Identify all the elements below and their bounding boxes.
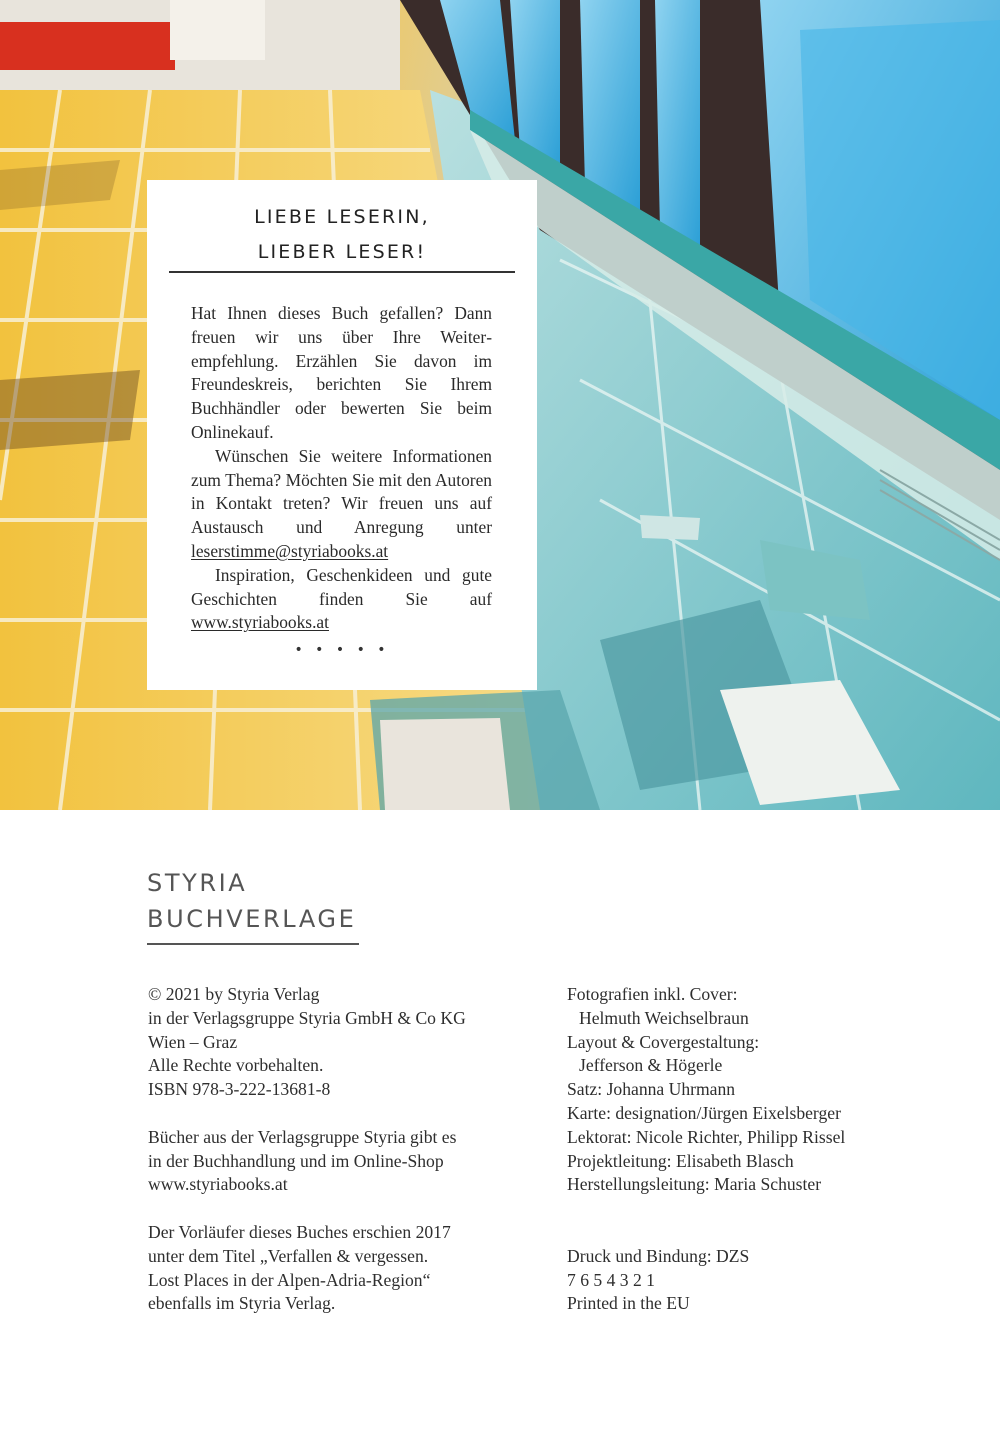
predecessor-line-1: Der Vorläufer dieses Buches erschien 2017 — [148, 1221, 451, 1242]
printed-in-line: Printed in the EU — [567, 1293, 690, 1314]
spacer — [148, 1102, 528, 1126]
predecessor-line-2: unter dem Titel „Verfallen & vergessen. — [148, 1245, 429, 1266]
letter-paragraph-1: Hat Ihnen dieses Buch gefallen? Dann freuen wir uns über Ihre Weiterempfehlung. Erzählen Sie davon im Freundeskreis, berichten Sie Ihrem Buchhändler oder bewerten Sie beim Onlinekauf. — [191, 303, 492, 442]
letter-paragraph-3 — [191, 564, 492, 635]
letter-ornament-dots: • • • • • — [294, 642, 390, 658]
publisher-group-line: in der Verlagsgruppe Styria GmbH & Co KG — [148, 1007, 466, 1028]
shop-line-1: Bücher aus der Verlagsgruppe Styria gibt es — [148, 1126, 457, 1147]
isbn-line: ISBN 978-3-222-13681-8 — [148, 1079, 331, 1100]
photos-credit-label: Fotografien inkl. Cover: — [567, 984, 738, 1004]
letter-paragraph-2-text: Wünschen Sie weitere Informationen zum Thema? Möchten Sie mit den Autoren in Kontakt treten? Wir freuen uns auf Austausch und Anregung unter — [191, 445, 492, 538]
predecessor-line-3: Lost Places in der Alpen-Adria-Region“ — [148, 1269, 431, 1290]
letter-title-line1: LIEBE LESERIN, — [254, 206, 430, 228]
production-lead-credit: Herstellungsleitung: Maria Schuster — [567, 1174, 822, 1195]
shop-line-2: in der Buchhandlung und im Online-Shop — [148, 1150, 444, 1171]
spacer — [567, 1221, 907, 1245]
reader-email-link[interactable]: leserstimme@styriabooks.at — [191, 540, 389, 561]
editing-credit: Lektorat: Nicole Richter, Philipp Rissel — [567, 1126, 846, 1147]
publisher-logo — [147, 865, 359, 945]
reader-letter-box — [147, 180, 537, 690]
publisher-logo-underline — [147, 943, 359, 945]
letter-body — [191, 302, 492, 635]
letter-paragraph-3-text: Inspiration, Geschenkideen und gute Geschichten finden Sie auf — [191, 564, 492, 609]
print-binding-credit: Druck und Bindung: DZS — [567, 1245, 750, 1266]
photos-credit-name: Helmuth Weichselbraun — [579, 1007, 749, 1028]
print-line-numbers: 7 6 5 4 3 2 1 — [567, 1269, 655, 1290]
map-credit: Karte: designation/Jürgen Eixelsberger — [567, 1102, 841, 1123]
imprint-left-column — [148, 983, 528, 1316]
publisher-logo-line2: BUCHVERLAGE — [147, 905, 357, 933]
project-lead-credit: Projektleitung: Elisabeth Blasch — [567, 1150, 794, 1171]
spacer — [148, 1197, 528, 1221]
shop-url[interactable]: www.styriabooks.at — [148, 1174, 288, 1195]
letter-title — [147, 200, 537, 270]
publisher-logo-line1: STYRIA — [147, 869, 248, 897]
website-link[interactable]: www.styriabooks.at — [191, 612, 329, 633]
predecessor-line-4: ebenfalls im Styria Verlag. — [148, 1293, 336, 1314]
imprint-right-column — [567, 983, 907, 1316]
rights-line: Alle Rechte vorbehalten. — [148, 1055, 324, 1076]
letter-paragraph-2 — [191, 445, 492, 564]
letter-divider — [169, 271, 515, 273]
typesetting-credit: Satz: Johanna Uhrmann — [567, 1079, 736, 1100]
layout-credit-label: Layout & Covergestaltung: — [567, 1031, 760, 1052]
letter-title-line2: LIEBER LESER! — [257, 241, 427, 263]
copyright-line: © 2021 by Styria Verlag — [148, 984, 320, 1004]
layout-credit-name: Jefferson & Högerle — [579, 1055, 723, 1076]
cities-line: Wien – Graz — [148, 1031, 238, 1052]
spacer — [567, 1197, 907, 1221]
